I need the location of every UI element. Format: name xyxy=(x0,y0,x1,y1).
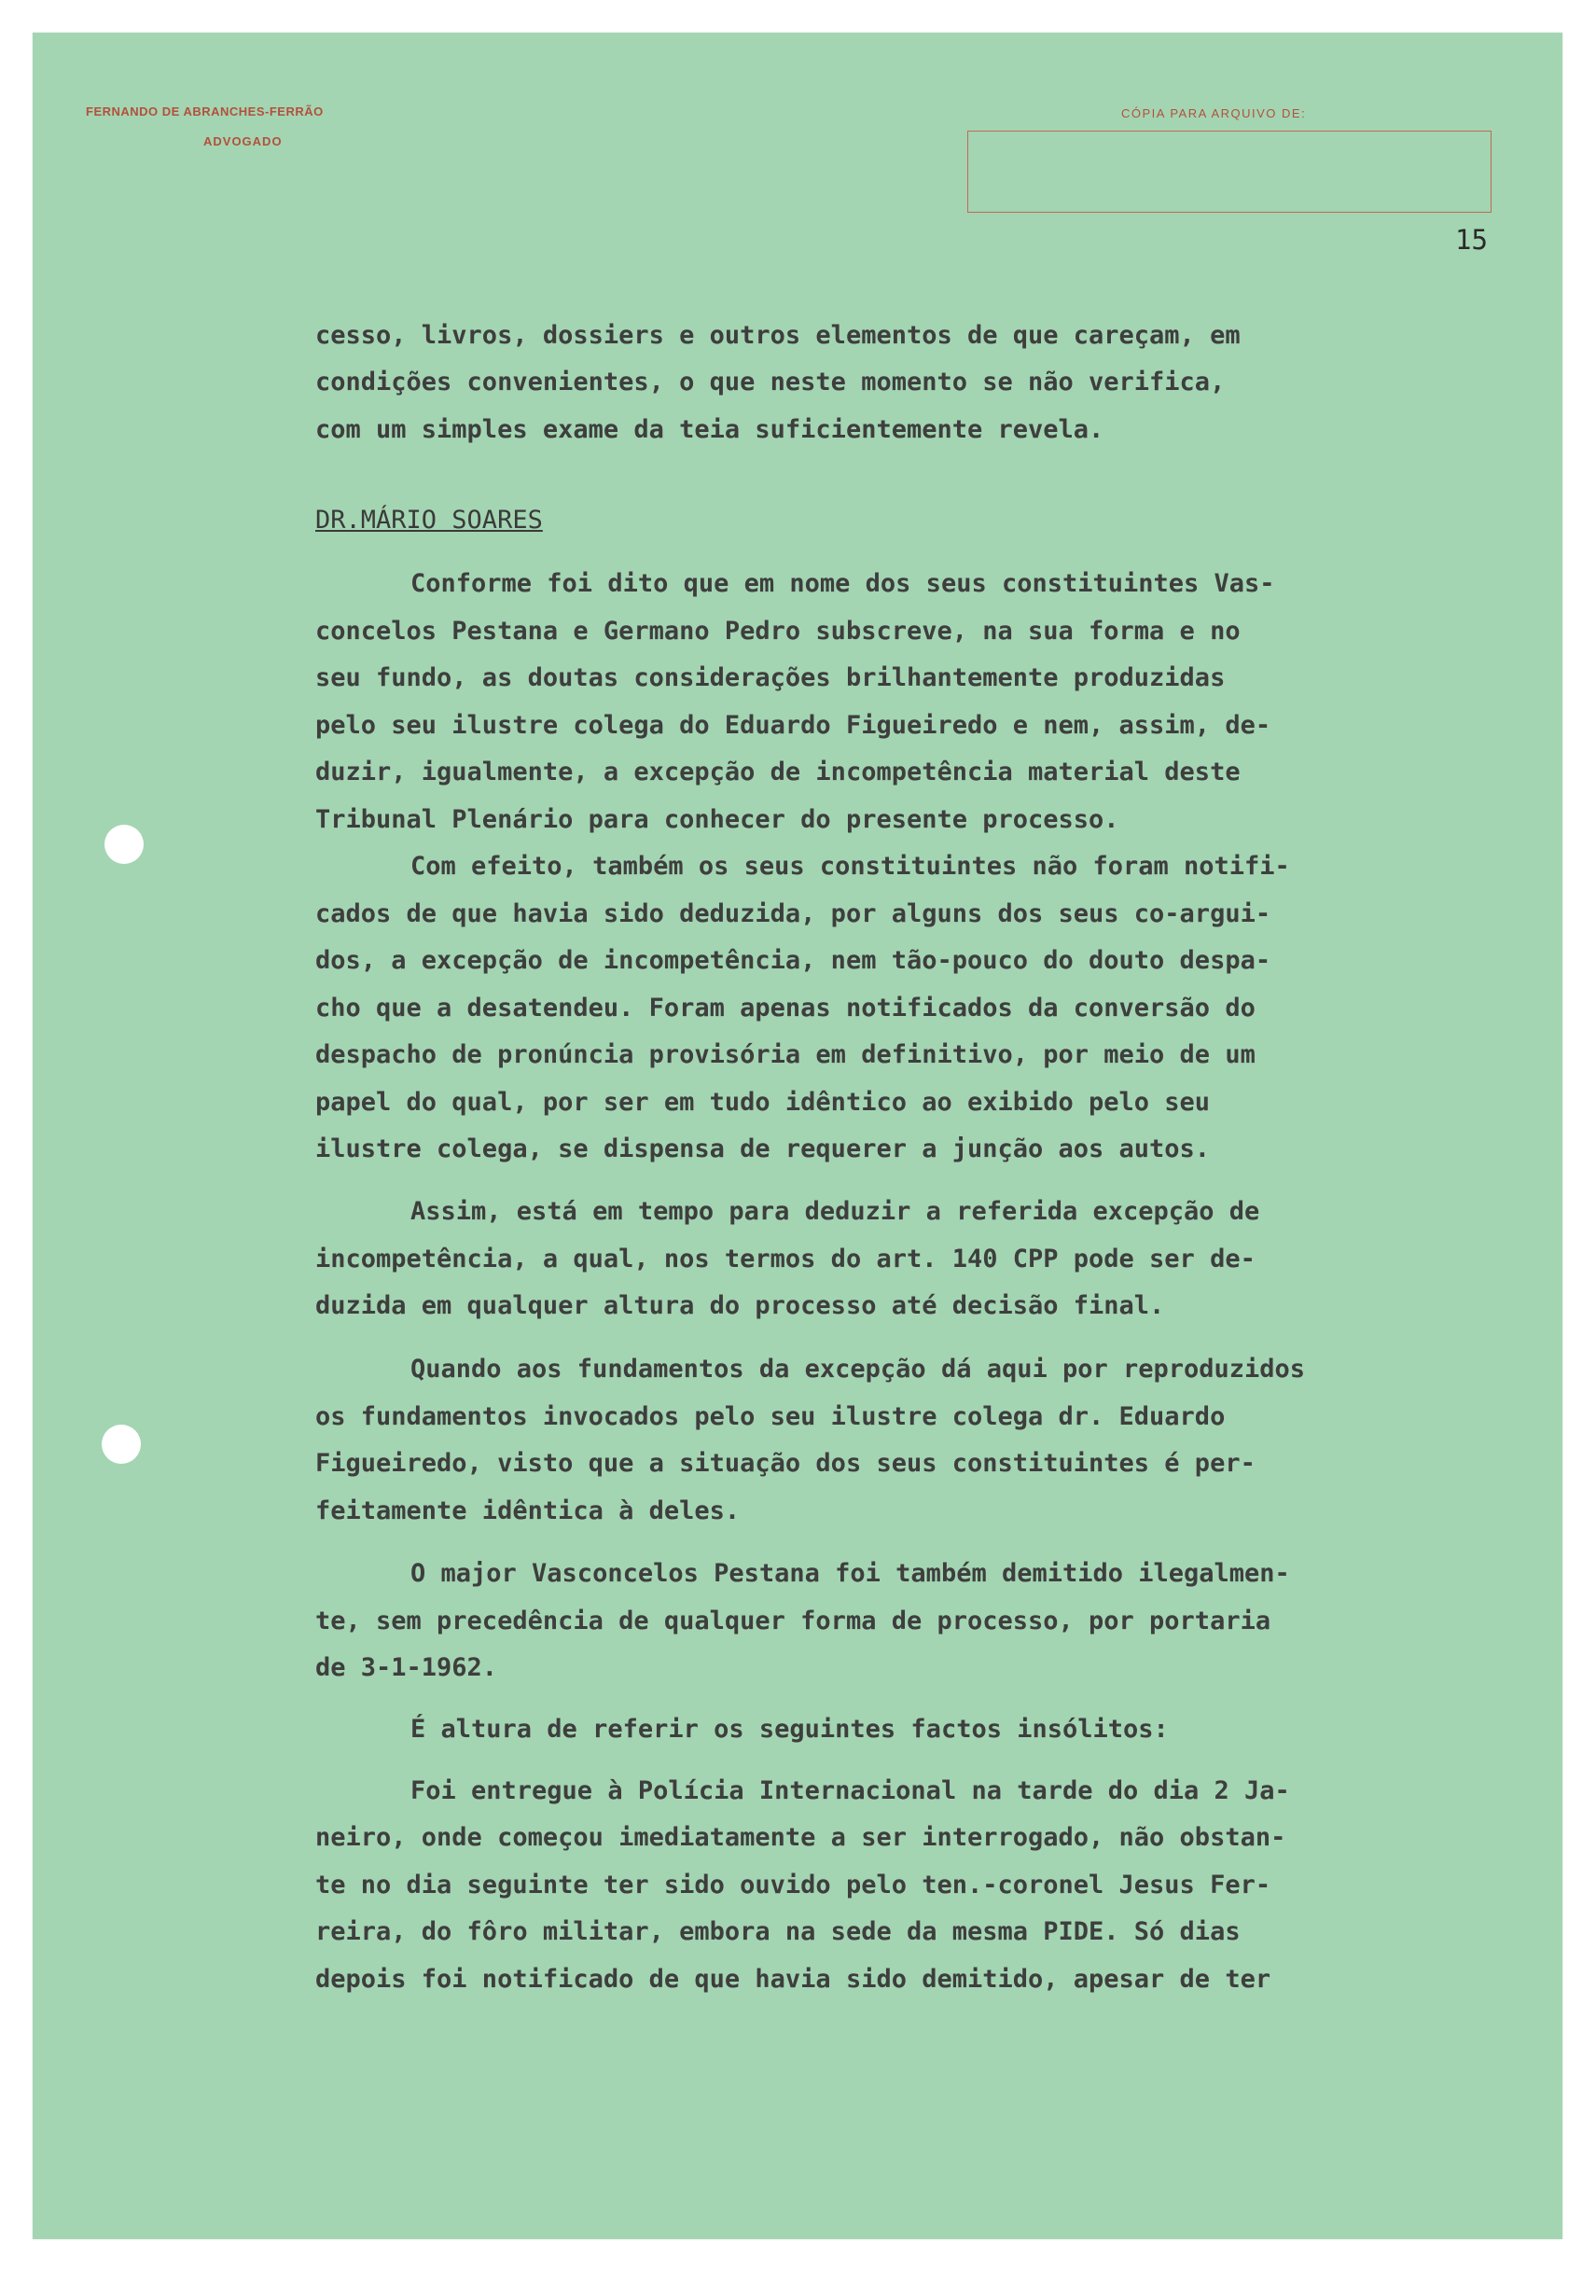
punch-hole-top xyxy=(104,825,144,864)
text-line: É altura de referir os seguintes factos insólitos: xyxy=(410,1715,1169,1744)
letterhead-name: FERNANDO DE ABRANCHES-FERRÃO xyxy=(86,104,324,118)
text-line: Com efeito, também os seus constituintes não foram notifi- xyxy=(410,852,1290,881)
text-line: Tribunal Plenário para conhecer do presente processo. xyxy=(315,805,1119,834)
text-line: despacho de pronúncia provisória em definitivo, por meio de um xyxy=(315,1040,1256,1069)
text-line: te no dia seguinte ter sido ouvido pelo ten.-coronel Jesus Fer- xyxy=(315,1871,1271,1899)
text-line: Conforme foi dito que em nome dos seus constituintes Vas- xyxy=(410,569,1275,598)
letterhead-role: ADVOGADO xyxy=(203,134,283,148)
speaker-heading: DR.MÁRIO SOARES xyxy=(315,506,543,535)
text-line: feitamente idêntica à deles. xyxy=(315,1496,741,1525)
text-line: ilustre colega, se dispensa de requerer a junção aos autos. xyxy=(315,1134,1211,1163)
text-line: os fundamentos invocados pelo seu ilustre colega dr. Eduardo xyxy=(315,1402,1226,1431)
text-line: cho que a desatendeu. Foram apenas notificados da conversão do xyxy=(315,994,1256,1023)
text-line: duzir, igualmente, a excepção de incompetência material deste xyxy=(315,758,1241,786)
text-line: cados de que havia sido deduzida, por alguns dos seus co-argui- xyxy=(315,899,1271,928)
text-line: papel do qual, por ser em tudo idêntico ao exibido pelo seu xyxy=(315,1088,1211,1117)
text-line: com um simples exame da teia suficientemente revela. xyxy=(315,415,1104,444)
copy-archive-box xyxy=(967,131,1492,213)
text-line: concelos Pestana e Germano Pedro subscreve, na sua forma e no xyxy=(315,617,1241,646)
text-line: te, sem precedência de qualquer forma de processo, por portaria xyxy=(315,1607,1271,1635)
text-line: pelo seu ilustre colega do Eduardo Figueiredo e nem, assim, de- xyxy=(315,711,1271,740)
text-line: neiro, onde começou imediatamente a ser interrogado, não obstan- xyxy=(315,1823,1286,1852)
text-line: de 3-1-1962. xyxy=(315,1653,498,1682)
text-line: Foi entregue à Polícia Internacional na tarde do dia 2 Ja- xyxy=(410,1776,1290,1805)
page-number: 15 xyxy=(1455,224,1488,256)
text-line: incompetência, a qual, nos termos do art. 140 CPP pode ser de- xyxy=(315,1245,1256,1273)
copy-archive-label: CÓPIA PARA ARQUIVO DE: xyxy=(1121,106,1307,120)
text-line: cesso, livros, dossiers e outros elementos de que careçam, em xyxy=(315,321,1241,350)
text-line: seu fundo, as doutas considerações brilhantemente produzidas xyxy=(315,663,1226,692)
text-line: Quando aos fundamentos da excepção dá aqui por reproduzidos xyxy=(410,1355,1306,1384)
text-line: depois foi notificado de que havia sido demitido, apesar de ter xyxy=(315,1965,1271,1994)
punch-hole-bottom xyxy=(102,1425,141,1464)
text-line: O major Vasconcelos Pestana foi também demitido ilegalmen- xyxy=(410,1559,1290,1588)
text-line: reira, do fôro militar, embora na sede da mesma PIDE. Só dias xyxy=(315,1917,1241,1946)
text-line: condições convenientes, o que neste momento se não verifica, xyxy=(315,368,1226,397)
text-line: duzida em qualquer altura do processo até decisão final. xyxy=(315,1291,1165,1320)
text-line: Assim, está em tempo para deduzir a referida excepção de xyxy=(410,1197,1260,1226)
text-line: Figueiredo, visto que a situação dos seus constituintes é per- xyxy=(315,1449,1256,1478)
text-line: dos, a excepção de incompetência, nem tão-pouco do douto despa- xyxy=(315,946,1271,975)
